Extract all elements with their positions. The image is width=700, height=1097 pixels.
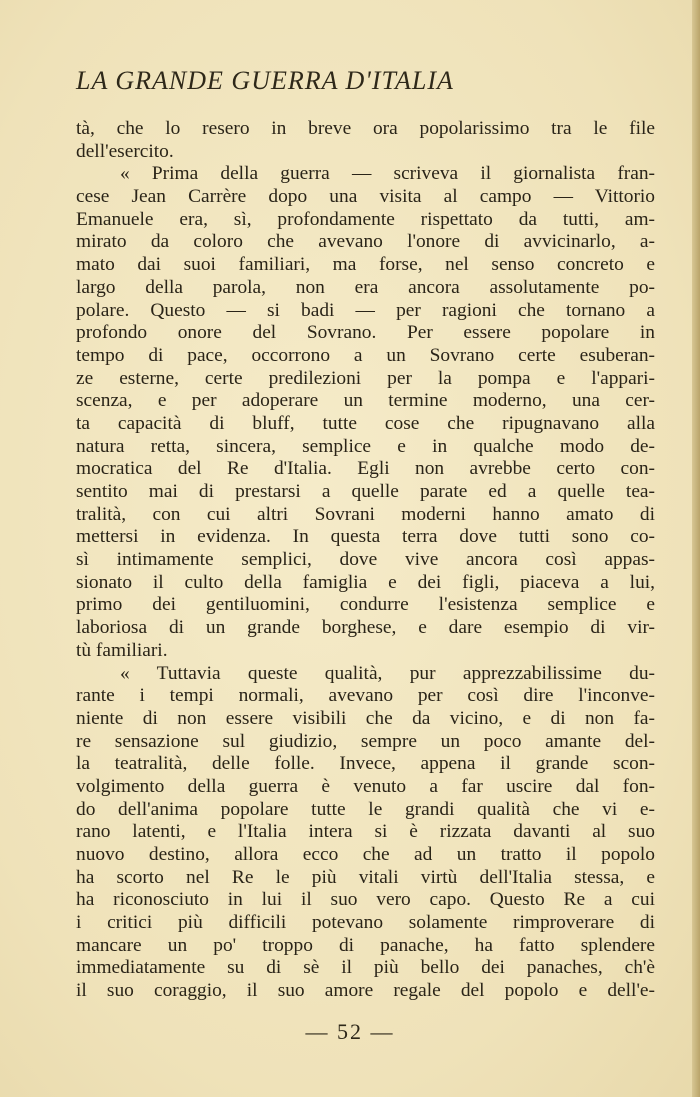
text-line: tà, che lo resero in breve ora popolarissimo tra le file [76,118,655,139]
text-line: ta capacità di bluff, tutte cose che ripugnavano alla [76,412,655,434]
page-edge [692,0,700,1097]
text-line: tù familiari. [76,639,168,661]
text-line: niente di non essere visibili che da vicino, e di non fa- [76,707,655,729]
text-line: re sensazione sul giudizio, sempre un poco amante del- [76,730,655,752]
text-line: ha scorto nel Re le più vitali virtù dell'Italia stessa, e [76,866,655,888]
text-line: mancare un po' troppo di panache, ha fatto splendere [76,934,655,956]
text-line: laboriosa di un grande borghese, e dare esempio di vir- [76,617,655,639]
text-line: rante i tempi normali, avevano per così dire l'inconve- [76,685,655,707]
text-line: mirato da coloro che avevano l'onore di avvicinarlo, a- [76,231,655,253]
text-line: mocratica del Re d'Italia. Egli non avrebbe certo con- [76,458,655,480]
text-line: i critici più difficili potevano solamente rimproverare di [76,912,655,934]
text-line: « Tuttavia queste qualità, pur apprezzabilissime du- [120,662,655,684]
text-line: tempo di pace, occorrono a un Sovrano certe esuberan- [76,344,655,366]
text-line: rano latenti, e l'Italia intera si è rizzata davanti al suo [76,821,655,843]
text-line: scenza, e per adoperare un termine moderno, una cer- [76,390,655,412]
text-line: natura retta, sincera, semplice e in qualche modo de- [76,435,655,457]
text-line: il suo coraggio, il suo amore regale del popolo e dell'e- [76,980,655,1002]
text-line: tralità, con cui altri Sovrani moderni hanno amato di [76,503,655,525]
text-line: ha riconosciuto in lui il suo vero capo. Questo Re a cui [76,889,655,911]
text-line: immediatamente su di sè il più bello dei panaches, ch'è [76,957,655,979]
text-line: mettersi in evidenza. In questa terra dove tutti sono co- [76,526,655,548]
text-line: primo dei gentiluomini, condurre l'esistenza semplice e [76,594,655,616]
page-number: — 52 — [305,1019,395,1044]
text-line: cese Jean Carrère dopo una visita al campo — Vittorio [76,186,655,208]
text-line: sionato il culto della famiglia e dei figli, piaceva a lui, [76,571,655,593]
text-line: profondo onore del Sovrano. Per essere popolare in [76,322,655,344]
text-line: volgimento della guerra è venuto a far uscire dal fon- [76,775,655,797]
text-line: la teatralità, delle folle. Invece, appena il grande scon- [76,753,655,775]
text-line: sentito mai di prestarsi a quelle parate ed a quelle tea- [76,481,655,502]
text-line: dell'esercito. [76,140,174,162]
text-line: mato dai suoi familiari, ma forse, nel senso concreto e [76,254,655,276]
body-text [76,118,655,1003]
text-line: largo della parola, non era ancora assolutamente po- [76,276,655,298]
running-header: LA GRANDE GUERRA D'ITALIA [76,66,454,95]
text-line: do dell'anima popolare tutte le grandi qualità che vi e- [76,798,655,820]
text-line: nuovo destino, allora ecco che ad un tratto il popolo [76,844,655,865]
text-line: Emanuele era, sì, profondamente rispettato da tutti, am- [76,208,655,230]
text-line: sì intimamente semplici, dove vive ancora così appas- [76,549,655,571]
text-line: polare. Questo — si badi — per ragioni che tornano a [76,299,655,321]
text-line: ze esterne, certe predilezioni per la pompa e l'appari- [76,367,655,389]
text-line: « Prima della guerra — scriveva il giornalista fran- [120,163,655,185]
